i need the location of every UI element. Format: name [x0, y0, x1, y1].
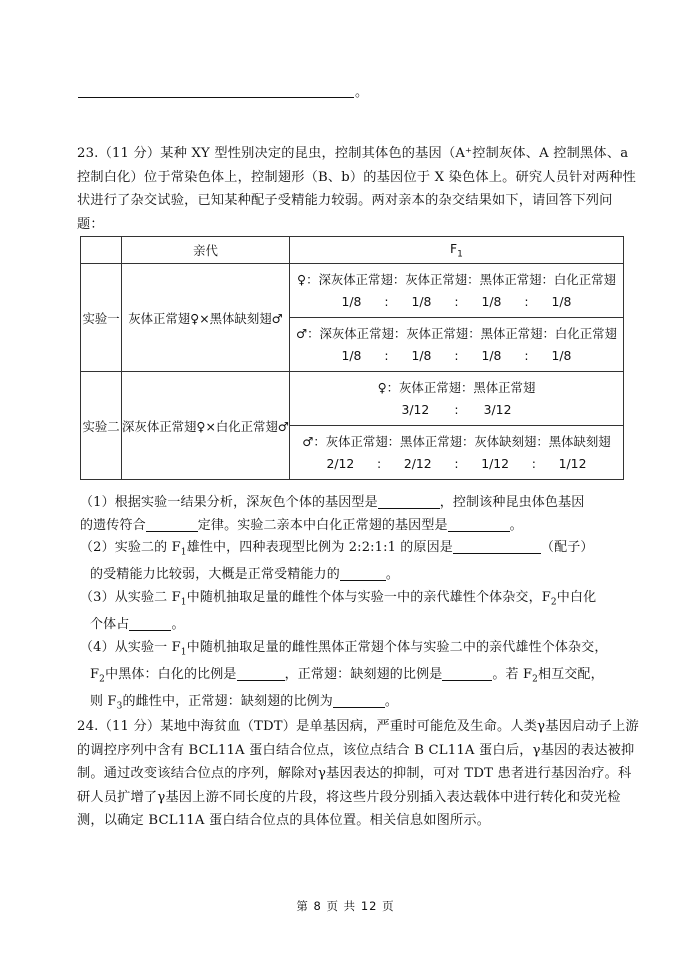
answer-blank[interactable] — [378, 494, 440, 509]
answer-blank[interactable] — [340, 566, 386, 581]
exp2-female-row — [81, 372, 624, 426]
exp2-male-types: ♂：灰体正常翅：黑体正常翅：灰体缺刻翅：黑体缺刻翅 — [302, 433, 611, 449]
sub-question-1-cont: 的遗传符合 定律。实验二亲本中白化正常翅的基因型是 。 — [80, 517, 523, 533]
exp1-label: 实验一 — [81, 264, 122, 372]
answer-blank[interactable] — [237, 666, 285, 681]
exp1-female-row — [81, 264, 624, 318]
sub-question-1: （1）根据实验一结果分析，深灰色个体的基因型是 ，控制该种昆虫体色基因 — [80, 495, 585, 510]
exp1-female-f1 — [289, 264, 623, 318]
question-23-subquestions — [80, 492, 640, 718]
question-23-intro: 23.（11 分）某种 XY 型性别决定的昆虫，控制其体色的基因（A⁺控制灰体、A 控制黑体、a 控制白化）位于常染色体上，控制翅形（B、b）的基因位于 X 染色体上。研究人员针对两种性状进行了杂交试验，已知某种配子受精能力较弱。两对亲本的杂交结果如下，请回答下列问题： — [77, 146, 637, 232]
answer-blank[interactable] — [129, 616, 171, 631]
table-header-row — [81, 237, 624, 264]
sub-question-2: （2）实验二的 $F_1$雄性中，四种表现型比例为 2:2:1:1 的原因是 （配子） — [80, 540, 594, 558]
exp1-male-types: ♂：深灰体正常翅：灰体正常翅：黑体正常翅：白化正常翅 — [296, 325, 617, 341]
previous-answer-line — [78, 85, 369, 100]
exp1-female-types: ♀：深灰体正常翅：灰体正常翅：黑体正常翅：白化正常翅 — [297, 271, 616, 287]
exp1-female-ratio: 1/8 : 1/8 : 1/8 : 1/8 — [341, 293, 572, 309]
header-empty — [81, 237, 122, 264]
exp2-female-ratio: 3/12 : 3/12 — [401, 401, 512, 417]
exp2-female-types: ♀：灰体正常翅：黑体正常翅 — [377, 379, 536, 395]
header-parents: 亲代 — [122, 237, 290, 264]
sub-question-2-cont: 的受精能力比较弱，大概是正常受精能力的 。 — [90, 567, 400, 583]
sub-question-4: （4）从实验一 $F_1$中随机抽取足量的雌性黑体正常翅个体与实验二中的亲代雄性个体杂交， — [80, 639, 608, 658]
answer-blank[interactable] — [453, 539, 541, 554]
exp2-male-f1 — [289, 426, 623, 480]
exp1-male-ratio: 1/8 : 1/8 : 1/8 : 1/8 — [341, 347, 572, 363]
cross-result-table — [80, 236, 624, 480]
answer-blank[interactable] — [448, 517, 510, 532]
header-f1: $F_1$ — [289, 237, 623, 264]
sub-question-3-cont: 个体占 。 — [90, 617, 185, 633]
answer-blank[interactable] — [146, 517, 198, 532]
answer-blank[interactable] — [442, 666, 492, 681]
page-footer: 第 8 页 共 12 页 — [296, 899, 395, 913]
exp1-cross: 灰体正常翅♀×黑体缺刻翅♂ — [122, 264, 290, 372]
answer-blank[interactable] — [78, 95, 354, 98]
exp2-cross: 深灰体正常翅♀×白化正常翅♂ — [122, 372, 290, 480]
answer-blank[interactable] — [333, 693, 385, 708]
sub-question-3: （3）从实验二 $F_1$中随机抽取足量的雌性个体与实验一中的亲代雄性个体杂交，$F_2$中白化 — [80, 589, 597, 608]
sub-question-4-cont2: 则 $F_3$的雌性中，正常翅：缺刻翅的比例为 。 — [90, 694, 399, 712]
question-24: 24.（11 分）某地中海贫血（TDT）是单基因病，严重时可能危及生命。人类γ基因启动子上游的调控序列中含有 BCL11A 蛋白结合位点，该位点结合 B CL11A 蛋白后，γ基因的表达被抑制。通过改变该结合位点的序列，解除对γ基因表达的抑制，可对 TDT 患者进行基因治疗。科研人员扩增了γ基因上游不同长度的片段，将这些片段分别插入表达载体中进行转化和荧光检测，以确定 BCL11A 蛋白结合位点的具体位置。相关信息如图所示。 — [77, 719, 639, 829]
exp2-label: 实验二 — [81, 372, 122, 480]
exp2-male-ratio: 2/12 : 2/12 : 1/12 : 1/12 — [326, 455, 587, 471]
exp2-female-f1 — [289, 372, 623, 426]
sub-question-4-cont: $F_2$中黑体：白化的比例是 ，正常翅：缺刻翅的比例是 。若 $F_2$相互交配， — [90, 666, 604, 685]
exp1-male-f1 — [289, 318, 623, 372]
end-mark: 。 — [355, 85, 369, 100]
